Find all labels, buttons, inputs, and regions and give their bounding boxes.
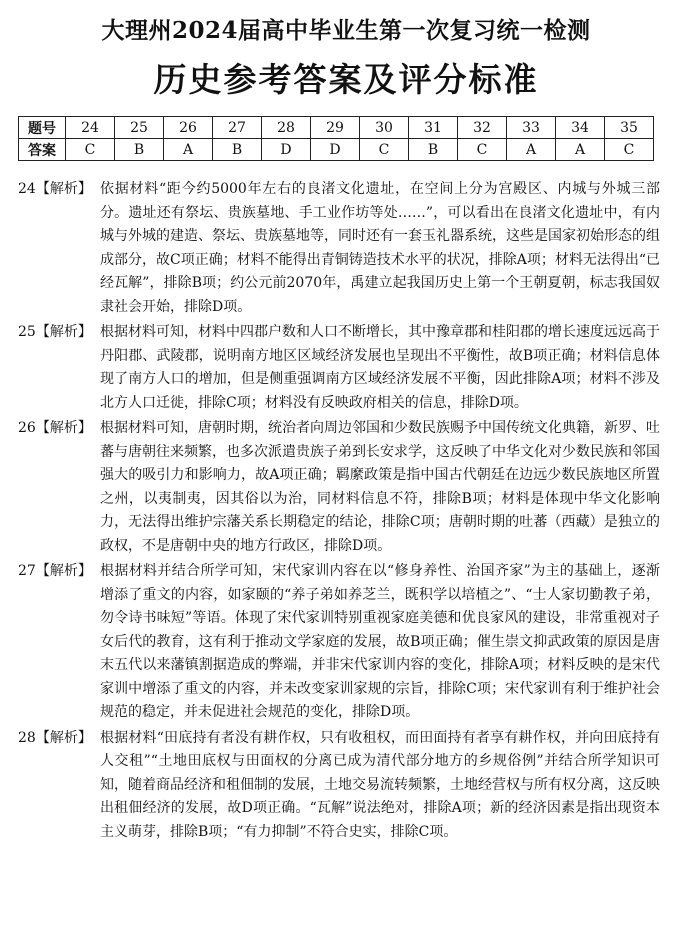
answer-cell: A [556, 139, 605, 161]
explanations [18, 178, 660, 846]
question-number: 30 [360, 117, 409, 139]
explanation-text: 依据材料“距今约5000年左右的良渚文化遗址，在空间上分为宫殿区、内城与外城三部分。遗址还有祭坛、贵族墓地、手工业作坊等处……”，可以看出在良渚文化遗址中，有内城与外城的建造、祭坛、贵族墓地等，同时还有一套玉礼器系统，这些是国家初始形态的组成部分，故C项正确；材料不能得出青铜铸造技术水平的状况，排除A项；材料无法得出“已经瓦解”，排除B项；约公元前2070年，禹建立起我国历史上第一个王朝夏朝，标志我国奴隶社会开始，排除D项。 [100, 181, 660, 315]
explanation-28 [18, 727, 660, 845]
question-number: 33 [507, 117, 556, 139]
answer-cell: A [507, 139, 556, 161]
document-title: 历史参考答案及评分标准 [153, 60, 539, 99]
answer-cell: B [213, 139, 262, 161]
question-number: 29 [311, 117, 360, 139]
explanation-25 [18, 321, 660, 415]
question-number-row [19, 117, 654, 139]
explanation-24 [18, 178, 660, 319]
answer-cell: D [311, 139, 360, 161]
question-number: 31 [409, 117, 458, 139]
explanation-label: 24【解析】 [18, 181, 92, 197]
answer-cell: D [262, 139, 311, 161]
explanation-text: 根据材料可知，唐朝时期，统治者向周边邻国和少数民族赐予中国传统文化典籍，新罗、吐蕃与唐朝往来频繁，也多次派遣贵族子弟到长安求学，这反映了中华文化对少数民族和邻国强大的吸引力和影响力，故A项正确；羁縻政策是指中国古代朝廷在边远少数民族地区所置之州，以夷制夷，因其俗以为治，同材料信息不符，排除B项；材料是体现中华文化影响力，无法得出维护宗藩关系长期稳定的结论，排除C项；唐朝时期的吐蕃（西藏）是独立的政权，不是唐朝中央的地方行政区，排除D项。 [100, 420, 660, 554]
answer-table [18, 116, 654, 161]
explanation-label: 26【解析】 [18, 420, 92, 436]
answer-row [19, 139, 654, 161]
question-number: 27 [213, 117, 262, 139]
row-label-answer: 答案 [19, 139, 66, 161]
question-number: 32 [458, 117, 507, 139]
explanation-text: 根据材料“田底持有者没有耕作权，只有收租权，而田面持有者享有耕作权，并向田底持有人交租”“土地田底权与田面权的分离已成为清代部分地方的乡规俗例”并结合所学知识可知，随着商品经济和租佃制的发展，土地交易流转频繁，土地经营权与所有权分离，这反映出租佃经济的发展，故D项正确。“瓦解”说法绝对，排除A项；新的经济因素是指出现资本主义萌芽，排除B项；“有力抑制”不符合史实，排除C项。 [100, 729, 660, 840]
explanation-26 [18, 417, 660, 558]
explanation-text: 根据材料可知，材料中四郡户数和人口不断增长，其中豫章郡和桂阳郡的增长速度远远高于丹阳郡、武陵郡，说明南方地区区域经济发展也呈现出不平衡性，故B项正确；材料信息体现了南方人口的增加，但是侧重强调南方区域经济发展不平衡，因此排除A项；材料不涉及北方人口迁徙，排除C项；材料没有反映政府相关的信息，排除D项。 [100, 324, 660, 411]
answer-cell: B [409, 139, 458, 161]
question-number: 28 [262, 117, 311, 139]
answer-cell: C [66, 139, 115, 161]
answer-cell: B [115, 139, 164, 161]
question-number: 26 [164, 117, 213, 139]
explanation-label: 25【解析】 [18, 324, 92, 340]
explanation-text: 根据材料并结合所学可知，宋代家训内容在以“修身养性、治国齐家”为主的基础上，逐渐增添了重文的内容，如家颐的“养子弟如养芝兰，既积学以培植之”、“士人家切勤教子弟，勿令诗书味短”等语。体现了宋代家训特别重视家庭美德和优良家风的建设，非常重视对子女后代的教育，这有利于推动文学家庭的发展，故B项正确；催生崇文抑武政策的原因是唐末五代以来藩镇割据造成的弊端，并非宋代家训内容的变化，排除A项；材料反映的是宋代家训中增添了重文的内容，并未改变家训家规的宗旨，排除C项；宋代家训有利于维护社会规范的稳定，并未促进社会规范的变化，排除D项。 [100, 563, 660, 720]
row-label-question: 题号 [19, 117, 66, 139]
answer-cell: C [360, 139, 409, 161]
explanation-27 [18, 560, 660, 725]
explanation-label: 27【解析】 [18, 563, 92, 579]
answer-cell: C [605, 139, 654, 161]
question-number: 35 [605, 117, 654, 139]
question-number: 24 [66, 117, 115, 139]
explanation-label: 28【解析】 [18, 729, 92, 746]
answer-cell: A [164, 139, 213, 161]
exam-title: 大理州2024届高中毕业生第一次复习统一检测 [101, 17, 591, 44]
answer-cell: C [458, 139, 507, 161]
question-number: 25 [115, 117, 164, 139]
question-number: 34 [556, 117, 605, 139]
